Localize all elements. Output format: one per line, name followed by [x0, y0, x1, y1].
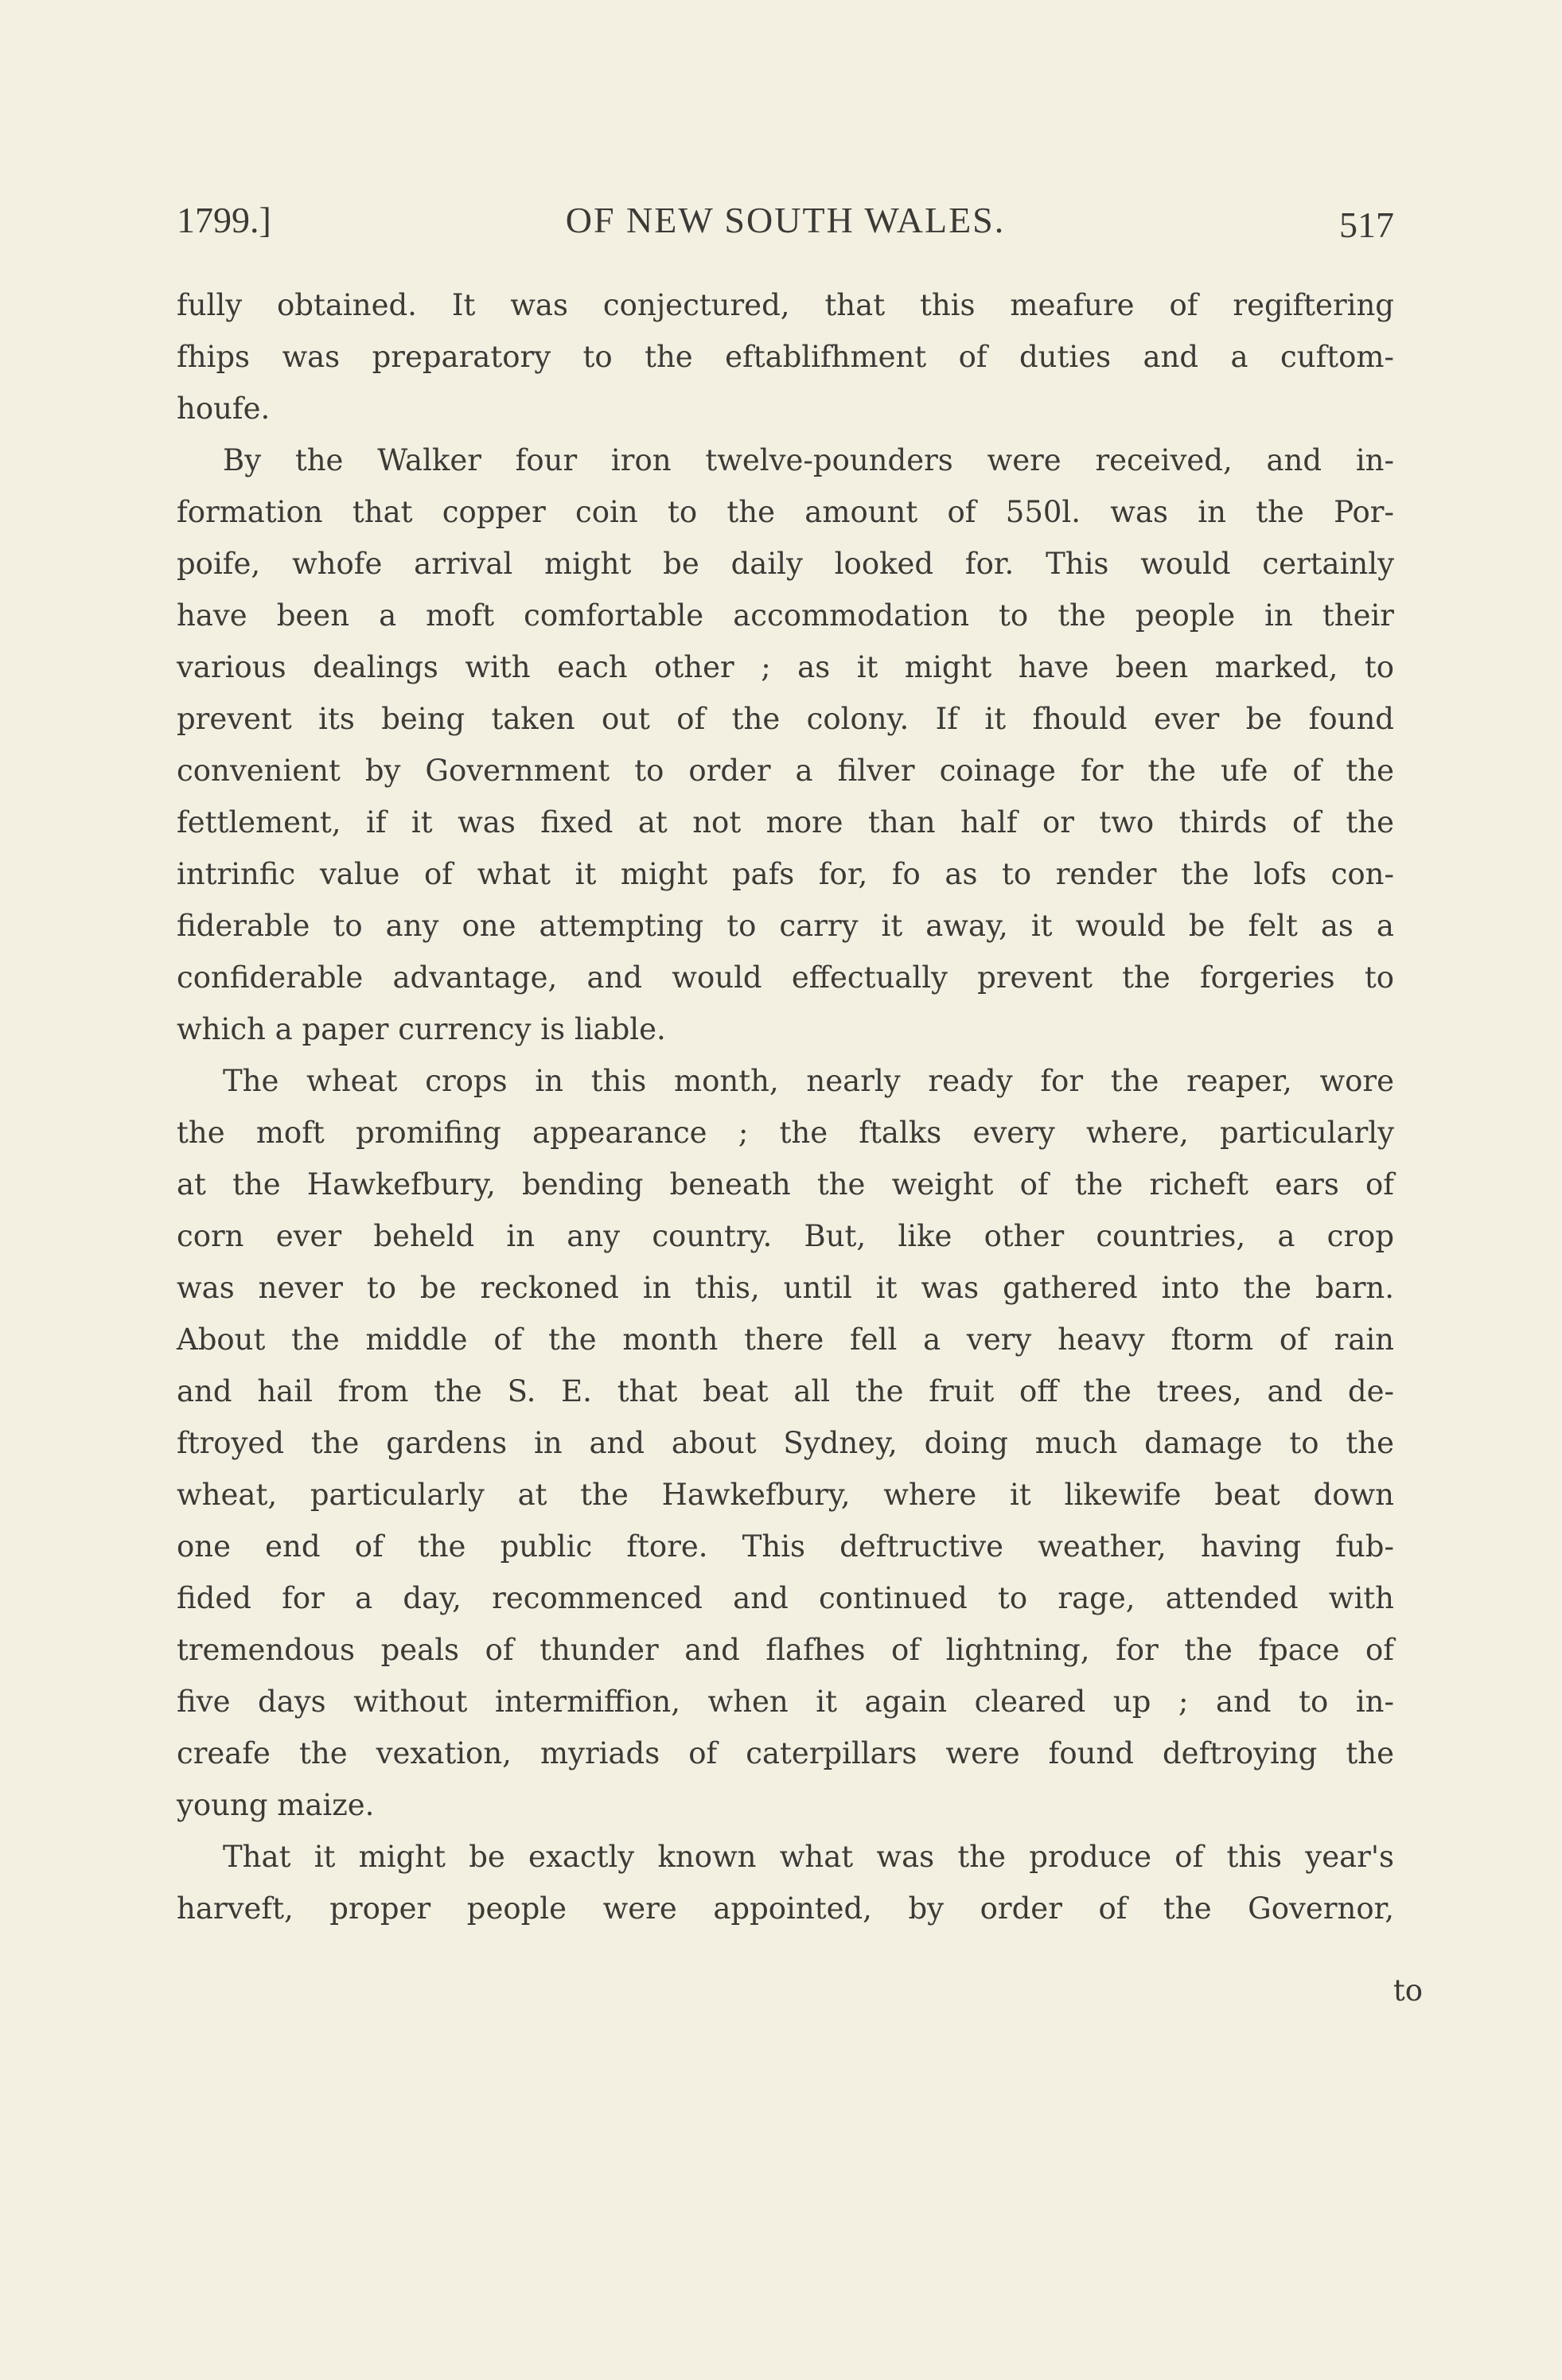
text-line: wheat, particularly at the Hawkefbury, where it likewife beat down [177, 1478, 1394, 1512]
text-line: the moft promifing appearance ; the ftalks every where, particularly [177, 1116, 1394, 1150]
text-line: was never to be reckoned in this, until it was gathered into the barn. [177, 1271, 1394, 1305]
text-line: which a paper currency is liable. [177, 1012, 666, 1046]
text-line: By the Walker four iron twelve-pounders were received, and in- [223, 443, 1394, 477]
text-line: at the Hawkefbury, bending beneath the weight of the richeft ears of [177, 1167, 1394, 1202]
header-year: 1799.] [177, 200, 271, 240]
text-line: formation that copper coin to the amount of 550l. was in the Por- [177, 495, 1394, 529]
body-text [177, 279, 1394, 1934]
text-line: houfe. [177, 391, 271, 426]
text-line: intrinfic value of what it might pafs for, fo as to render the lofs con- [177, 857, 1394, 891]
text-line: have been a moft comfortable accommodation to the people in their [177, 598, 1394, 633]
text-line: poife, whofe arrival might be daily looked for. This would certainly [177, 547, 1394, 581]
text-line: creafe the vexation, myriads of caterpillars were found deftroying the [177, 1736, 1394, 1770]
text-line: young maize. [177, 1788, 375, 1822]
text-line: one end of the public ftore. This deftructive weather, having fub- [177, 1529, 1394, 1564]
text-line: five days without intermiffion, when it again cleared up ; and to in- [177, 1685, 1394, 1719]
text-line: corn ever beheld in any country. But, like other countries, a crop [177, 1219, 1394, 1253]
text-line: prevent its being taken out of the colony. If it fhould ever be found [177, 702, 1394, 736]
text-line: fettlement, if it was fixed at not more than half or two thirds of the [177, 805, 1394, 839]
running-header [177, 191, 1394, 255]
text-line: ftroyed the gardens in and about Sydney, doing much damage to the [177, 1426, 1394, 1460]
text-line: fiderable to any one attempting to carry it away, it would be felt as a [177, 909, 1394, 943]
text-line: tremendous peals of thunder and flafhes of lightning, for the fpace of [177, 1633, 1394, 1667]
text-line: fhips was preparatory to the eftablifhment of duties and a cuftom- [177, 340, 1394, 374]
text-line: fided for a day, recommenced and continued to rage, attended with [177, 1581, 1394, 1615]
text-line: About the middle of the month there fell a very heavy ftorm of rain [177, 1322, 1394, 1357]
text-line: confiderable advantage, and would effectually prevent the forgeries to [177, 960, 1394, 995]
text-line: harveft, proper people were appointed, by order of the Governor, [177, 1891, 1394, 1926]
text-line: various dealings with each other ; as it might have been marked, to [177, 650, 1394, 684]
text-line: convenient by Government to order a filver coinage for the ufe of the [177, 754, 1394, 788]
catchword: to [1393, 1973, 1423, 2008]
text-line: and hail from the S. E. that beat all the fruit off the trees, and de- [177, 1374, 1394, 1408]
text-line: fully obtained. It was conjectured, that this meafure of regiftering [177, 288, 1394, 322]
header-title: OF NEW SOUTH WALES. [565, 200, 1006, 240]
text-line: The wheat crops in this month, nearly ready for the reaper, wore [223, 1064, 1394, 1098]
page-number: 517 [1339, 205, 1394, 245]
text-line: That it might be exactly known what was the produce of this year's [223, 1840, 1394, 1874]
